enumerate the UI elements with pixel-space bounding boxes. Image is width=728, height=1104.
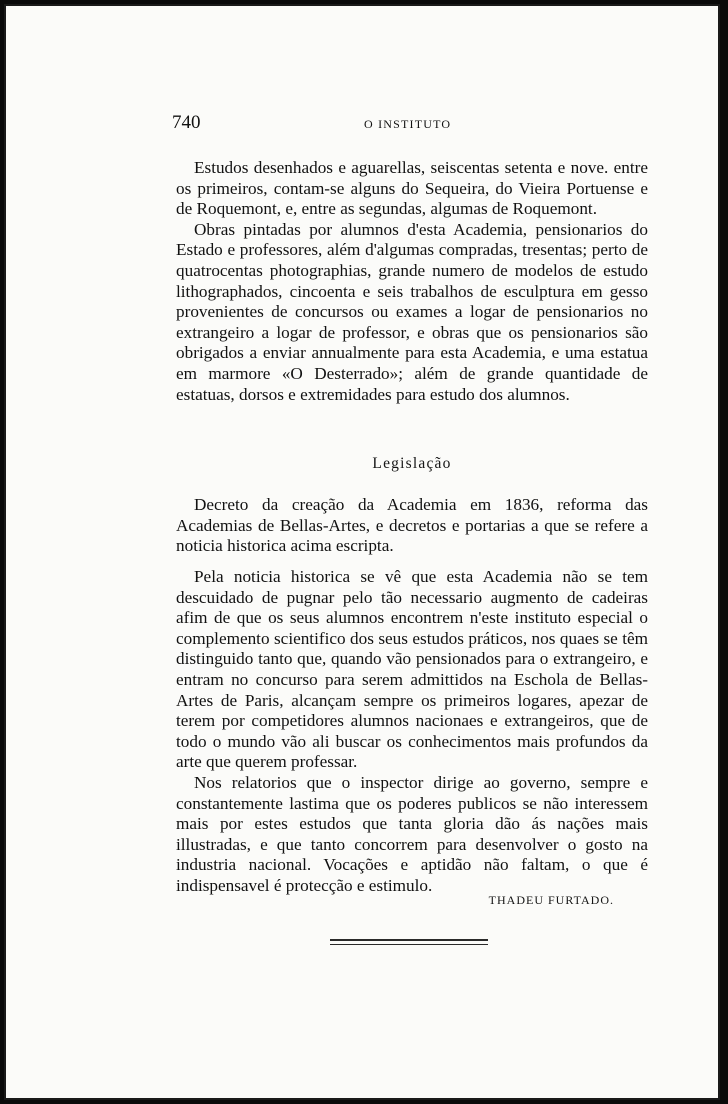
- paragraph: Nos relatorios que o inspector dirige ao governo, sempre e constantemente lastima que os poderes publicos se não interessem mais por estes estudos que tanta gloria dão ás nações mais illustradas, e que tanto concorrem para desenvolver o gosto na industria nacional. Vocações e aptidão não faltam, o que é indispensavel é protecção e estimulo.: [176, 772, 648, 895]
- section-heading: Legislação: [372, 455, 452, 472]
- author-signature: THADEU FURTADO.: [488, 893, 614, 907]
- running-head: [172, 112, 648, 134]
- paragraph: Estudos desenhados e aguarellas, seiscentas setenta e nove. entre os primeiros, contam-se alguns do Sequeira, do Vieira Portuense e de Roquemont, e, entre as segundas, algumas de Roquemont.: [176, 158, 648, 219]
- book-page: [4, 4, 720, 1100]
- paragraph: Pela noticia historica se vê que esta Academia não se tem descuidado de pugnar pelo tão necessario augmento de cadeiras afim de que os seus alumnos encontrem n'este instituto especial o complemento scientifico dos seus estudos práticos, nos quaes se têm distinguido tanto que, quando vão pensionados para o extrangeiro, e entram no concurso para serem admittidos na Eschola de Bellas-Artes de Paris, alcançam sempre os primeiros logares, apezar de terem por competidores alumnos nacionaes e extrangeiros, que de todo o mundo vão ali buscar os conhecimentos mais profundos da arte que querem professar.: [176, 567, 648, 772]
- running-title: O INSTITUTO: [364, 117, 452, 131]
- body-text-legislation: [176, 495, 648, 557]
- end-rule: [330, 939, 488, 941]
- body-text-top: [176, 158, 648, 405]
- body-text-bottom: [176, 567, 648, 897]
- end-rule-thin: [330, 944, 488, 945]
- paragraph: Decreto da creação da Academia em 1836, reforma das Academias de Bellas-Artes, e decretos e portarias a que se refere a noticia historica acima escripta.: [176, 495, 648, 556]
- page-number: 740: [172, 112, 201, 133]
- paragraph: Obras pintadas por alumnos d'esta Academia, pensionarios do Estado e professores, além d'algumas compradas, tresentas; perto de quatrocentas photographias, grande numero de modelos de estudo lithographados, cincoenta e seis trabalhos de esculptura em gesso provenientes de concursos ou exames a logar de pensionarios no extrangeiro a logar de professor, e obras que os pensionarios são obrigados a enviar annualmente para esta Academia, e uma estatua em marmore «O Desterrado»; além de grande quantidade de estatuas, dorsos e extremidades para estudo dos alumnos.: [176, 219, 648, 404]
